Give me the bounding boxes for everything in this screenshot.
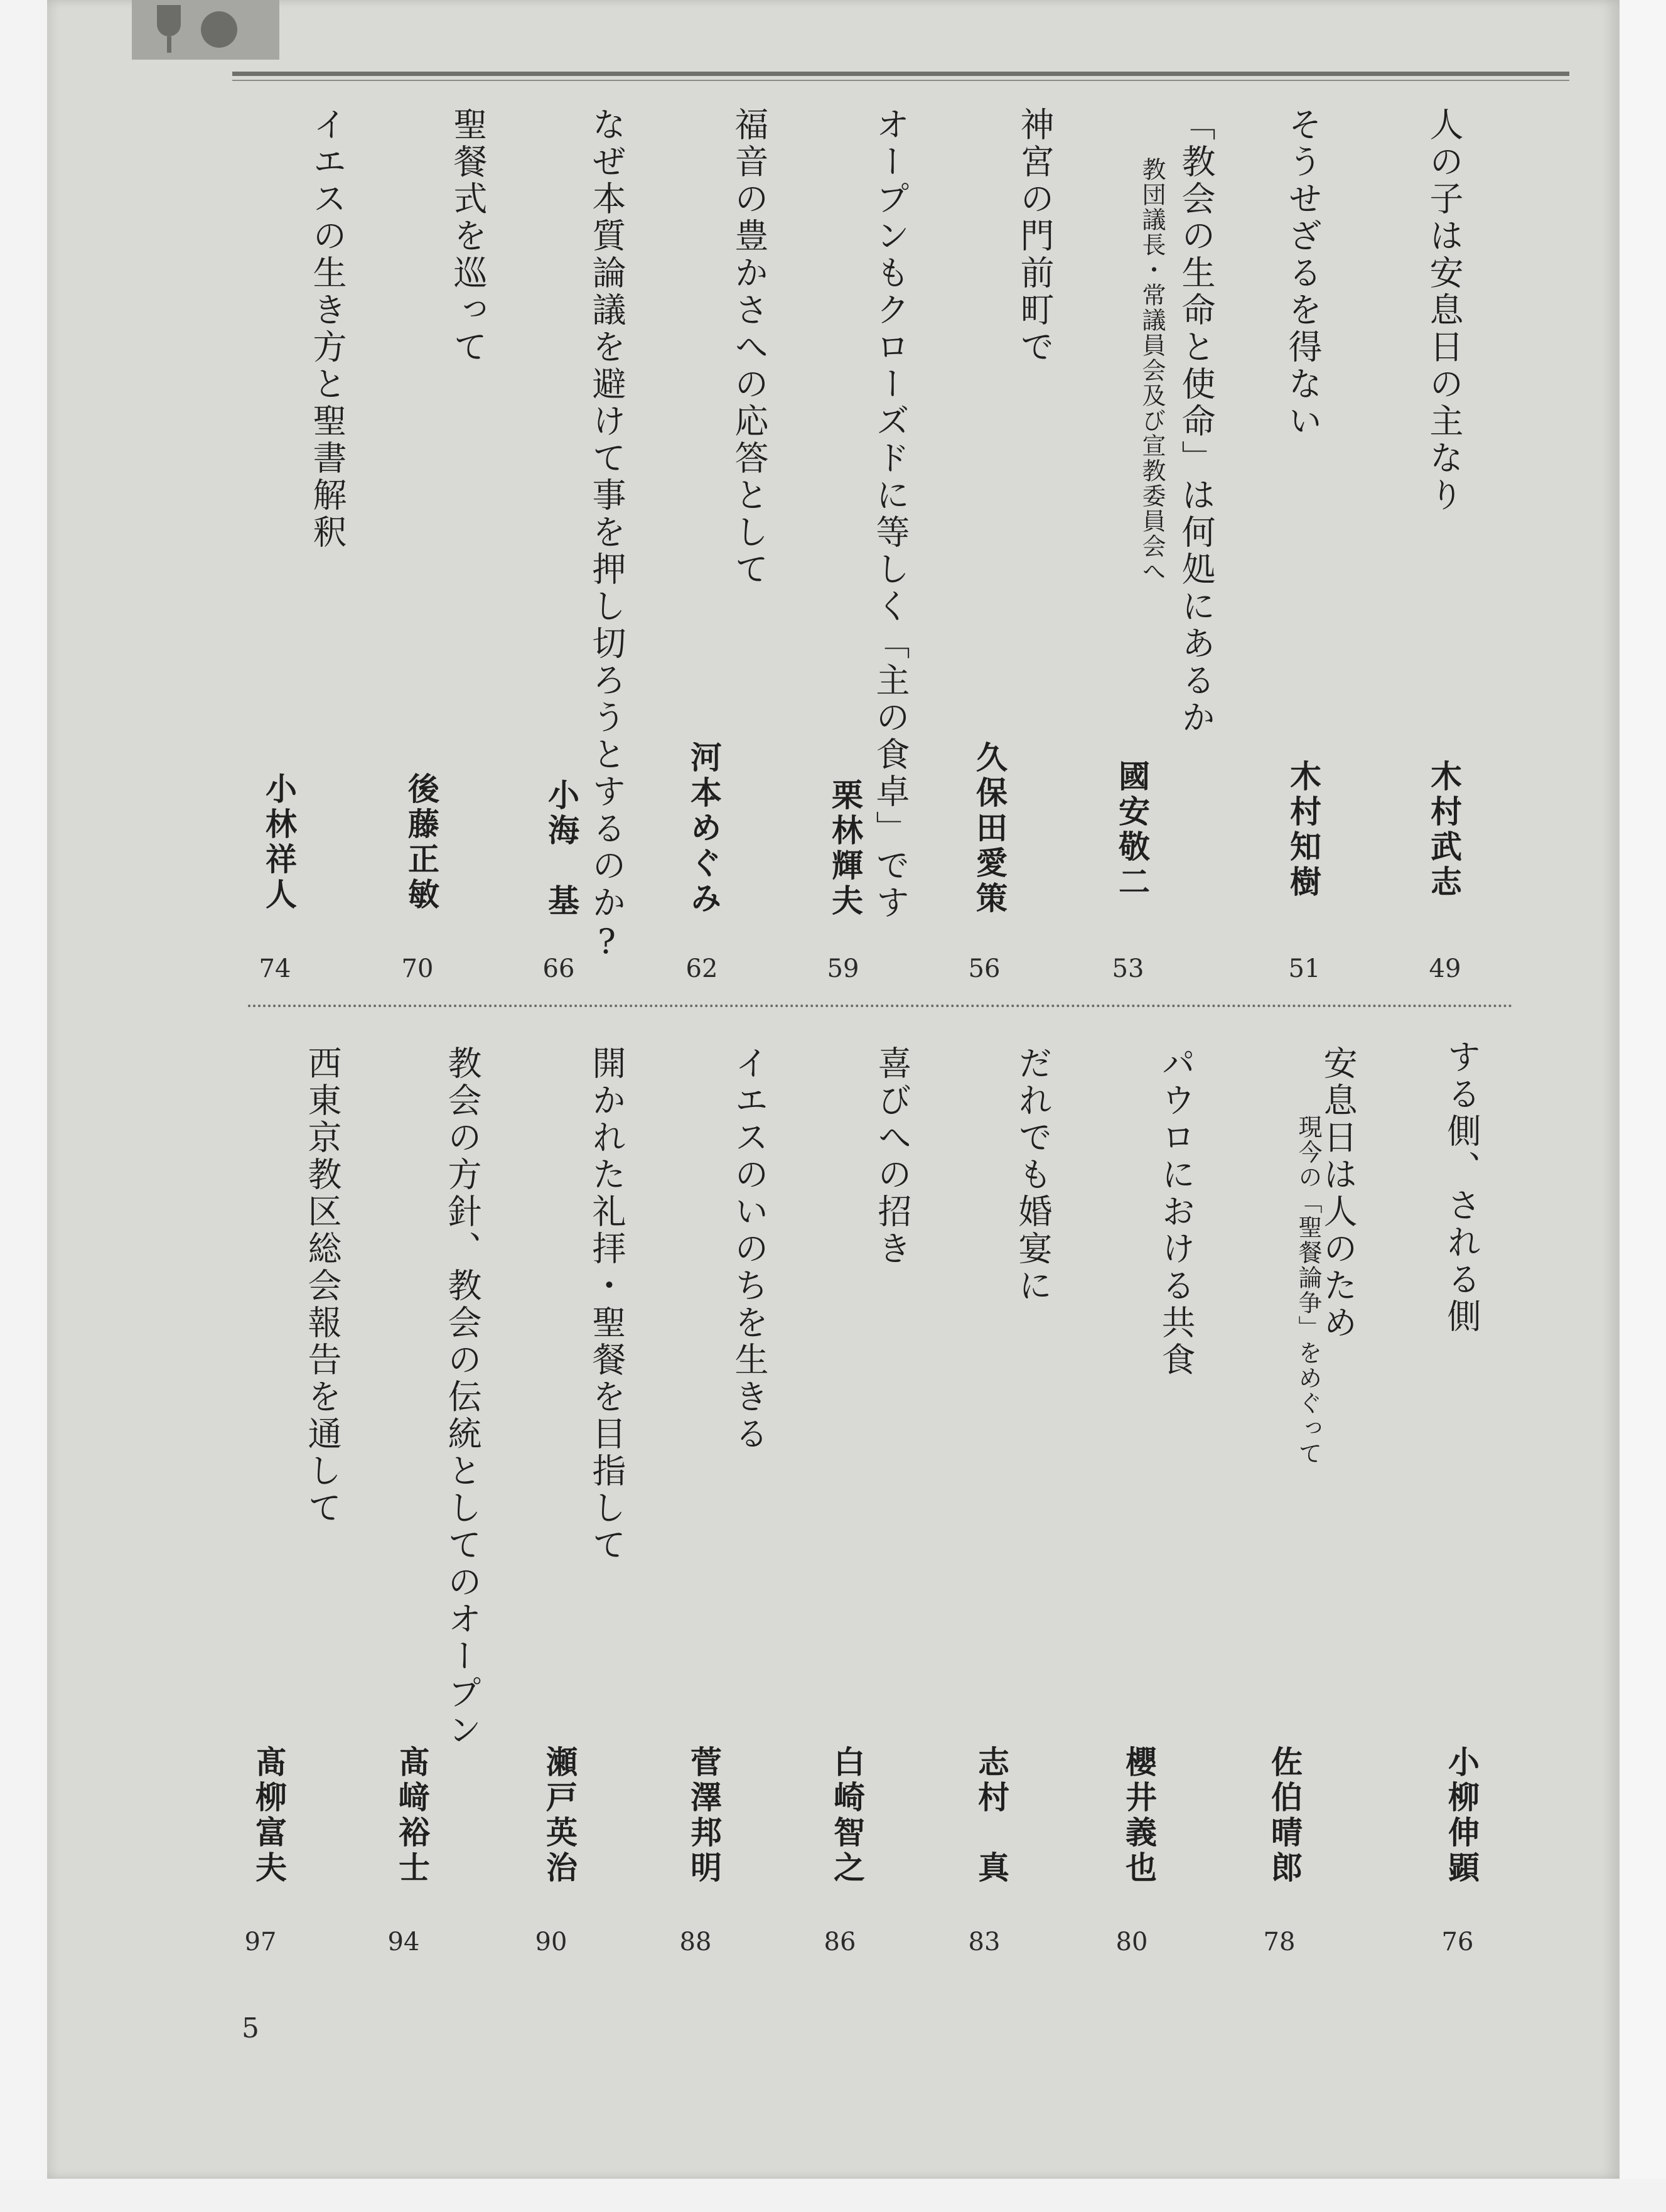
toc-page-number: 88 — [679, 1928, 712, 1956]
toc-page-number: 74 — [259, 954, 291, 983]
toc-author: 國安敬二 — [1114, 760, 1150, 900]
background-surface-right — [1620, 0, 1666, 2212]
toc-title: 福音の豊かさへの応答として — [729, 107, 769, 588]
toc-title: する側、される側 — [1442, 1039, 1481, 1335]
toc-title: そうせざるを得ない — [1283, 107, 1323, 440]
toc-author: 櫻井義也 — [1121, 1745, 1157, 1886]
toc-title: 開かれた礼拝・聖餐を目指して — [587, 1045, 626, 1564]
toc-page-number: 97 — [244, 1928, 277, 1956]
toc-page-number: 70 — [401, 954, 434, 983]
toc-title: 人の子は安息日の主なり — [1424, 107, 1464, 514]
toc-author: 髙柳富夫 — [250, 1745, 287, 1886]
toc-author: 木村武志 — [1426, 760, 1462, 900]
toc-title: 安息日は人のため — [1318, 1045, 1358, 1342]
toc-author: 久保田愛策 — [971, 741, 1008, 917]
toc-title: オープンもクローズドに等しく「主の食卓」です — [871, 107, 910, 922]
toc-page-number: 66 — [542, 954, 575, 983]
toc-title: 喜びへの招き — [873, 1045, 912, 1268]
toc-author: 小柳伸顕 — [1443, 1745, 1480, 1886]
toc-author: 髙﨑裕士 — [394, 1745, 430, 1886]
toc-subtitle: 教団議長・常議員会及び宣教委員会へ — [1138, 157, 1166, 584]
toc-author: 志村 真 — [973, 1745, 1009, 1886]
toc-title: なぜ本質論議を避けて事を押し切ろうとするのか? — [587, 107, 626, 964]
section-divider-dotted — [248, 1005, 1513, 1007]
chalice-and-bread-icon — [132, 0, 279, 60]
toc-title: 「教会の生命と使命」は何処にあるか — [1176, 107, 1216, 736]
toc-author: 白崎智之 — [829, 1745, 865, 1886]
toc-title: イエスのいのちを生きる — [729, 1045, 769, 1453]
chalice-cup-shape — [157, 5, 181, 36]
toc-page-number: 86 — [824, 1928, 856, 1956]
header-rule-thin — [232, 80, 1569, 81]
page-folio: 5 — [242, 2012, 259, 2044]
toc-title: 聖餐式を巡って — [448, 107, 488, 366]
header-rule — [232, 72, 1569, 76]
bread-shape — [201, 11, 237, 48]
toc-page-number: 62 — [685, 954, 718, 983]
toc-author: 佐伯晴郎 — [1266, 1745, 1303, 1886]
toc-page-number: 83 — [968, 1928, 1001, 1956]
toc-author: 瀬戸英治 — [541, 1745, 578, 1886]
toc-page-number: 49 — [1429, 954, 1461, 983]
toc-title: 神宮の門前町で — [1015, 107, 1055, 366]
toc-subtitle: 現今の「聖餐論争」をめぐって — [1294, 1114, 1322, 1466]
toc-title: だれでも婚宴に — [1013, 1045, 1053, 1305]
toc-page-number: 80 — [1115, 1928, 1148, 1956]
chalice-stem-shape — [167, 36, 171, 53]
toc-page-number: 76 — [1441, 1928, 1474, 1956]
toc-author: 菅澤邦明 — [685, 1745, 722, 1886]
toc-title: 教会の方針、教会の伝統としてのオープン — [443, 1045, 482, 1749]
toc-author: 河本めぐみ — [685, 741, 722, 917]
toc-page-number: 94 — [387, 1928, 420, 1956]
toc-author: 小林祥人 — [261, 772, 297, 913]
toc-page-number: 90 — [535, 1928, 567, 1956]
toc-author: 栗林輝夫 — [827, 779, 863, 919]
toc-author: 小海 基 — [543, 779, 579, 919]
toc-page-number: 51 — [1288, 954, 1321, 983]
toc-page-number: 56 — [968, 954, 1001, 983]
toc-title: イエスの生き方と聖書解釈 — [308, 107, 347, 551]
toc-page-number: 78 — [1263, 1928, 1296, 1956]
background-surface-left — [0, 0, 47, 2212]
toc-page-number: 53 — [1112, 954, 1144, 983]
toc-title: パウロにおける共食 — [1156, 1045, 1196, 1379]
toc-page-number: 59 — [827, 954, 859, 983]
toc-author: 木村知樹 — [1285, 760, 1321, 900]
toc-title: 西東京教区総会報告を通して — [303, 1045, 342, 1527]
background-surface-bottom — [0, 2179, 1666, 2212]
toc-author: 後藤正敏 — [403, 772, 439, 913]
